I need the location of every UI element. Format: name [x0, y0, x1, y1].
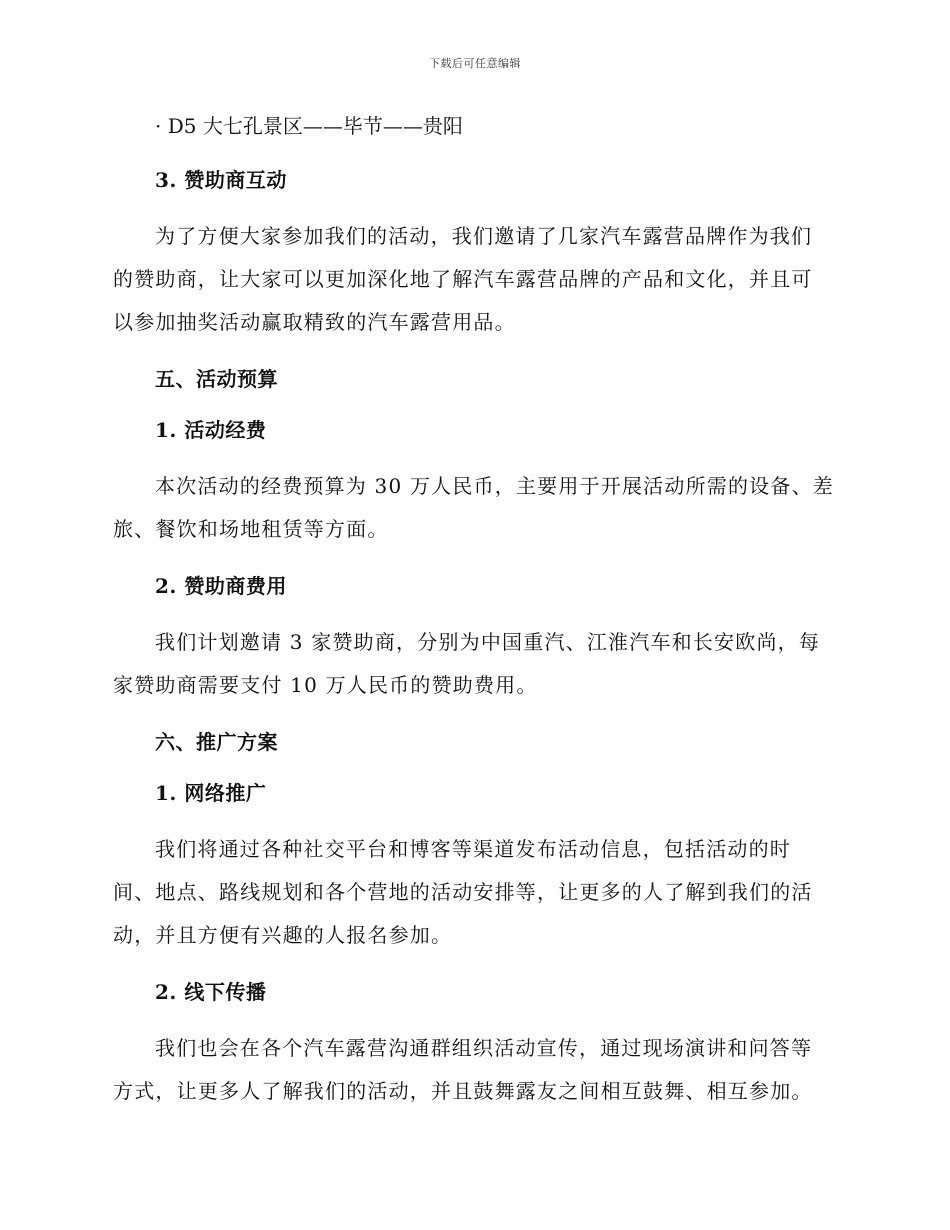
paragraph-line: 我们也会在各个汽车露营沟通群组织活动宣传，通过现场演讲和问答等 — [155, 1036, 813, 1060]
document-body — [113, 110, 839, 1132]
paragraph-sponsor-fee — [113, 621, 839, 707]
paragraph-line: 的赞助商，让大家可以更加深化地了解汽车露营品牌的产品和文化，并且可 — [113, 267, 813, 291]
heading-sponsor-fee: 2. 赞助商费用 — [155, 574, 287, 598]
paragraph-line: 动，并且方便有兴趣的人报名参加。 — [113, 923, 453, 947]
paragraph-line: 间、地点、路线规划和各个营地的活动安排等，让更多的人了解到我们的活 — [113, 880, 813, 904]
heading-sponsor-interaction: 3. 赞助商互动 — [155, 168, 287, 192]
paragraph-line: 我们计划邀请 3 家赞助商，分别为中国重汽、江淮汽车和长安欧尚，每 — [155, 630, 821, 654]
heading-offline-promotion: 2. 线下传播 — [155, 980, 267, 1004]
paragraph-line: 为了方便大家参加我们的活动，我们邀请了几家汽车露营品牌作为我们 — [155, 224, 813, 248]
paragraph-sponsor-interaction — [113, 215, 839, 344]
route-bullet-item: · D5 大七孔景区——毕节——贵阳 — [155, 114, 463, 138]
paragraph-activity-funds — [113, 465, 839, 551]
paragraph-line: 本次活动的经费预算为 30 万人民币，主要用于开展活动所需的设备、差 — [155, 474, 834, 498]
paragraph-line: 旅、餐饮和场地租赁等方面。 — [113, 517, 389, 541]
heading-online-promotion: 1. 网络推广 — [155, 781, 267, 805]
paragraph-line: 以参加抽奖活动赢取精致的汽车露营用品。 — [113, 310, 516, 334]
heading-activity-budget: 五、活动预算 — [155, 367, 278, 391]
paragraph-online-promotion — [113, 828, 839, 957]
heading-activity-funds: 1. 活动经费 — [155, 418, 267, 442]
heading-promotion-plan: 六、推广方案 — [155, 730, 278, 754]
paragraph-offline-promotion — [113, 1027, 839, 1113]
paragraph-line: 我们将通过各种社交平台和博客等渠道发布活动信息，包括活动的时 — [155, 837, 791, 861]
paragraph-line: 方式，让更多人了解我们的活动，并且鼓舞露友之间相互鼓舞、相互参加。 — [113, 1079, 813, 1103]
paragraph-line: 家赞助商需要支付 10 万人民币的赞助费用。 — [113, 673, 538, 697]
page-header: 下载后可任意编辑 — [429, 57, 521, 70]
